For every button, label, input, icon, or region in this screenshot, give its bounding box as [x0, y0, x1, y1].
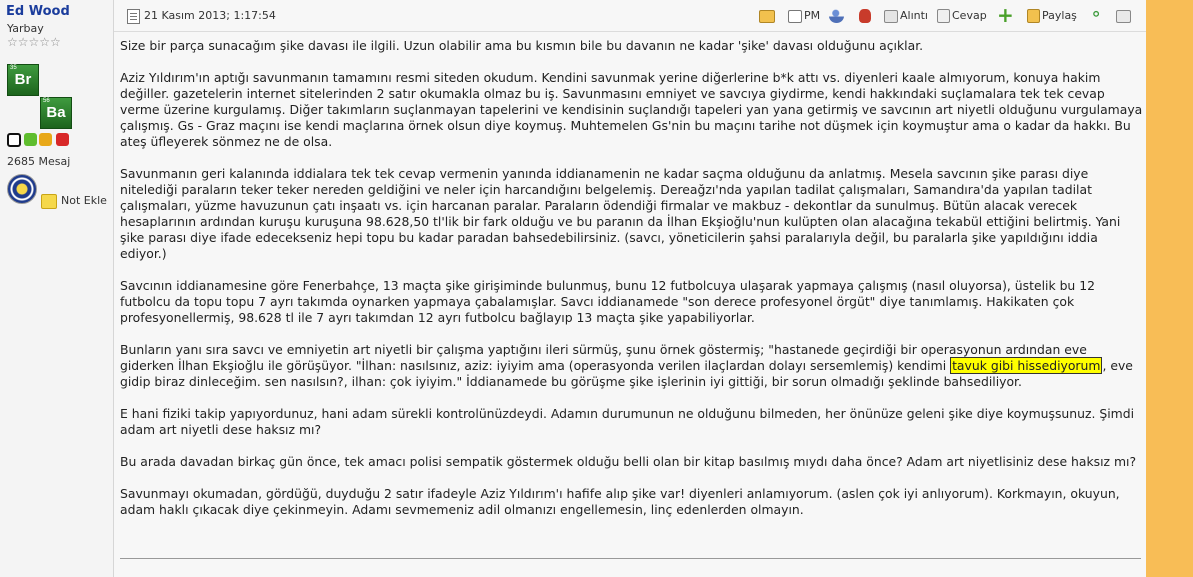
- post-paragraph: Savunmayı okumadan, gördüğü, duyduğu 2 satır ifadeyle Aziz Yıldırım'ı hafife alıp şike var! diyenleri anlamıyorum. (aslen çok iyi anlıyorum). Korkmayın, okuyun, adam haklı çıkacak diye çekinmeyin. Adamı sevmemeniz adil olmanızı engellemesin, linç edenlerden olmayın.: [120, 486, 1120, 517]
- breaking-bad-ba-badge: [40, 97, 72, 129]
- post-paragraph-highlighted: [120, 342, 1144, 390]
- pm-label: PM: [804, 9, 821, 22]
- badge-symbol: Br: [14, 71, 32, 88]
- post-paragraph: Size bir parça sunacağım şike davası ile ilgili. Uzun olabilir ama bu kısmın bile bu davanın ne kadar 'şike' davası olduğunu açıklar.: [120, 38, 924, 53]
- note-icon[interactable]: [41, 194, 57, 209]
- add-user-icon: [829, 9, 844, 23]
- post-header: [114, 0, 1146, 32]
- status-green-icon: [24, 133, 37, 146]
- badge-symbol: Ba: [46, 104, 66, 121]
- plus-icon[interactable]: +: [997, 3, 1014, 27]
- report-hand-icon: [859, 9, 871, 23]
- reply-button[interactable]: [937, 7, 987, 25]
- text-segment: Bunların yanı sıra savcı ve emniyetin art niyetli bir çalışma yaptığını ileri sürmüş, şunu örnek göstermiş; "hastanede geçirdiği bir operasyonun ardından eve giderken İlhan Ekşioğlu ile görüşüyor. "İlhan: nasılsınız, aziz: iyiyim ama (operasyonda verilen ilaçlardan dolayı sersemlemiş) kendimi: [120, 342, 1087, 373]
- share-icon: [1027, 9, 1040, 23]
- post-paragraph: E hani fiziki takip yapıyordunuz, hani adam sürekli kontrolünüzdeydi. Adamın durumunun ne olduğunu bilmeden, her önünüze geleni şike diye koymuşsunuz. Şimdi adam art niyetli dese haksız mı?: [120, 406, 1135, 437]
- message-count: 2685 Mesaj: [7, 155, 71, 168]
- add-note-link[interactable]: Not Ekle: [61, 194, 107, 207]
- user-rank: Yarbay: [7, 22, 44, 35]
- folder-back-icon: [759, 10, 775, 23]
- quote-icon: [884, 10, 898, 23]
- post-main: [114, 0, 1146, 577]
- status-black-icon: [7, 133, 21, 147]
- quote-button[interactable]: [884, 7, 928, 25]
- social-share-icon[interactable]: ⚬: [1089, 5, 1104, 25]
- post-paragraph: Bu arada davadan birkaç gün önce, tek amacı polisi sempatik göstermek olduğu belli olan bir kitap basılmış mıydı daha önce? Adam art niyetlisiniz dese haksız mı?: [120, 454, 1137, 469]
- badge-number: 35: [10, 65, 17, 71]
- post-paragraph: Savunmanın geri kalanında iddialara tek tek cevap vermenin yanında iddianamenin ne kadar saçma olduğunu da anlatmış. Mesela savcının şike parası diye nitelediği paraların teker teker nereden geldiğini ve neler için harcandığını belgelemiş. Dereağzı'nda yapılan tadilat çalışmaları, Samandıra'da yapılan tadilat çalışmaları, yüzme havuzunun çatı inşaatı vs. için harcanan paralar. Paraların ödendiği firmalar ve makbuz - dekontlar da sunulmuş. Bütün alacak verecek hesaplarının ardından kuruşu kuruşuna 98.628,50 tl'lik bir fark olduğu ve bu paranın da İlhan Ekşioğlu'nun kulüpten olan alacağına tekabül ettiğini belirtmiş. Yani şike parası diye ifade edecekseniz hepi topu bu kadar paradan bahsedebilirsiniz. (savcı, yöneticilerin şahsi paralarıyla değil, bu paralarla şike yapıldığını iddia ediyor.): [120, 166, 1121, 261]
- post-date-icon: [127, 9, 140, 24]
- share-button[interactable]: [1027, 7, 1077, 25]
- print-icon: [1116, 10, 1131, 23]
- back-button[interactable]: [759, 7, 777, 25]
- user-sidebar: [0, 0, 114, 577]
- username[interactable]: Ed Wood: [6, 4, 70, 19]
- post-paragraph: Savcının iddianamesine göre Fenerbahçe, 13 maçta şike girişiminde bulunmuş, bunu 12 futbolcuya ulaşarak yapmaya çalışmış (nasıl oluyorsa), üstelik bu 12 futbolcu da topu topu 7 ayrı takımda oynarken yapmaya çabalamışlar. Savcı iddianamede "son derece profesyonel örgüt" diye tanımlamış. Hakikaten çok profesyonellermiş, 98.628 tl ile 7 ayrı takımdan 12 ayrı futbolcu bağlayıp 13 maçta şike yapabiliyorlar.: [120, 278, 1095, 325]
- pm-icon: [788, 10, 802, 23]
- print-button[interactable]: [1116, 7, 1133, 25]
- reply-icon: [937, 9, 950, 23]
- right-margin-bar: [1146, 0, 1193, 577]
- pm-button[interactable]: [788, 7, 820, 25]
- post-paragraph: Aziz Yıldırım'ın aptığı savunmanın tamamını resmi siteden okudum. Kendini savunmak yerine diğerlerine b*k attı vs. diyenleri kaale almıyorum, konuya hakim değiller. gazetelerin internet sitelerinden 2 satır okumakla olmaz bu iş. Savunmasını emniyet ve savcıya giydirme, kendi hakkındaki suçlamalara tek tek cevap verme üzerine kurgulamış. Diğer takımların suçlanmayan tapelerini ve kendisinin suçlandığı tapeleri yan yana getirmiş ve savcının art niyetli olduğunu vurgulamaya çalışmış. Gs - Graz maçını ise kendi maçlarına örnek olsun diye koymuş. Muhtemelen Gs'nin bu maçını tarihe not düşmek için koymuştur ama o kadar da hakkı. Bu ateş üfleyerek sönmez ne de olsa.: [120, 70, 1143, 149]
- add-friend-button[interactable]: [829, 7, 846, 25]
- status-yellow-icon: [39, 133, 52, 146]
- quote-label: Alıntı: [900, 9, 928, 22]
- post-separator: [120, 558, 1141, 559]
- team-logo-icon: [7, 174, 37, 204]
- post-body: [120, 38, 1144, 534]
- post-date: 21 Kasım 2013; 1:17:54: [144, 9, 276, 22]
- share-label: Paylaş: [1042, 9, 1077, 22]
- highlighted-text: tavuk gibi hissediyorum: [952, 358, 1101, 373]
- status-red-icon: [56, 133, 69, 146]
- breaking-bad-br-badge: [7, 64, 39, 96]
- rank-stars: ☆☆☆☆☆: [7, 35, 61, 49]
- reply-label: Cevap: [952, 9, 987, 22]
- badge-number: 56: [43, 98, 50, 104]
- report-button[interactable]: [859, 7, 873, 25]
- text-segment: , eve gidip biraz dinleceğim. sen nasılsın?, ilhan: çok iyiyim." İddianamede bu görüşme şike işlerinin iyi gittiği, bir sorun olmadığı şeklinde bahsediliyor.: [120, 358, 1133, 389]
